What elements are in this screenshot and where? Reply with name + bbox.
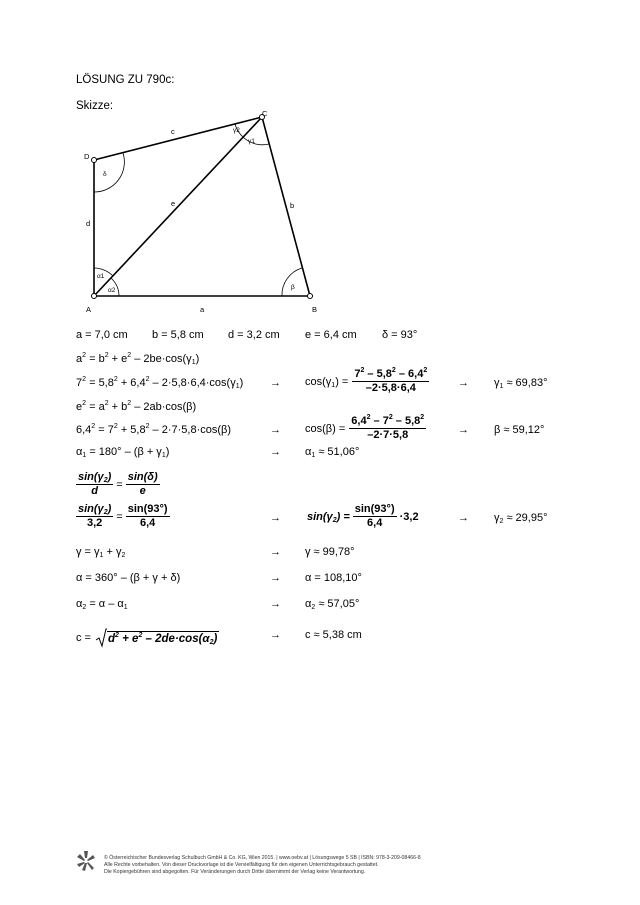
label-side-e: e (171, 199, 176, 208)
label-point-d: D (84, 152, 90, 161)
given-delta: δ = 93° (382, 329, 418, 341)
cosine-law-beta: $e^2 = a^2 + b^2 - 2ab\cdot\cos(\beta)$ (76, 400, 197, 413)
arrow-7: → (270, 598, 281, 610)
cosine-law-gamma: $a^2 = b^2 + e^2 - 2be\cdot\cos(\gamma_1)$ (76, 352, 200, 366)
label-point-b: B (312, 305, 318, 314)
label-side-a: a (200, 305, 205, 314)
sqrt-sign (95, 628, 107, 648)
result-gamma2: $\gamma_2 \approx 29,95^\circ$ (494, 512, 548, 525)
label-side-d: d (86, 219, 91, 228)
cos-beta-fraction: cos(β) = $\frac{6,4^2 - 7^2 - 5,8^2}{-2\cdot 7\cdot 5,8}$ (305, 414, 425, 441)
point-a-marker (92, 294, 97, 299)
arrow-6: → (270, 572, 281, 584)
result-alpha2: $\alpha_2 \approx 57,05^\circ$ (305, 598, 360, 611)
given-d: d = 3,2 cm (228, 329, 280, 341)
page-title: LÖSUNG ZU 790c: (76, 74, 175, 86)
arrow-8: → (270, 629, 281, 641)
sine-law: $\frac{\sin(\gamma_2)}{d}$ = $\frac{\sin(\delta)}{e}$ (78, 471, 158, 497)
arrow-2b: → (458, 424, 469, 436)
label-gamma2: γ2 (233, 127, 240, 134)
given-a: a = 7,0 cm (76, 329, 128, 341)
given-e: e = 6,4 cm (305, 329, 357, 341)
arrow-3: → (270, 446, 281, 458)
given-b: b = 5,8 cm (152, 329, 204, 341)
gamma-sum: $\gamma = \gamma_1 + \gamma_2$ (76, 546, 126, 559)
cos-gamma1-fraction: $\cos(\gamma_1)$ = $\frac{7^2 - 5,8^2 - 6,4^2}{-2\cdot 5,8\cdot 6,4}$ (305, 367, 428, 394)
diagonal-e-line (94, 117, 262, 296)
arrow-4: → (270, 512, 281, 524)
alpha2-formula: $\alpha_2 = \alpha - \alpha_1$ (76, 598, 128, 611)
label-delta: δ (103, 171, 107, 178)
cosine-law-gamma-values: $7^2 = 5,8^2 + 6,4^2 - 2\cdot 5,8\cdot 6,4\cdot\cos(\gamma_1)$ (76, 376, 244, 390)
alpha-formula: α = 360° – (β + γ + δ) (76, 572, 181, 584)
label-point-a: A (86, 305, 92, 314)
footer-rights: Alle Rechte vorbehalten. Von dieser Druckvorlage ist die Vervielfältigung für den eigenen Unterrichtsgebrauch gestattet. (104, 862, 379, 868)
result-alpha1: $\alpha_1 \approx 51,06^\circ$ (305, 446, 360, 459)
quadrilateral-sketch (0, 0, 640, 340)
publisher-logo-icon (76, 850, 96, 872)
arc-gamma1 (243, 137, 269, 145)
cosine-law-beta-values: $6,4^2 = 7^2 + 5,8^2 - 2\cdot 7\cdot 5,8\cdot\cos(\beta)$ (76, 423, 232, 436)
arrow-2: → (270, 424, 281, 436)
sketch-label: Skizze: (76, 100, 114, 112)
arrow-1: → (270, 377, 281, 389)
sine-law-values: $\frac{\sin(\gamma_2)}{3,2}$ = $\frac{\sin(93^\circ)}{6,4}$ (78, 503, 168, 529)
label-alpha1: α1 (97, 273, 105, 280)
footer-copyright: © Österreichischer Bundesverlag Schulbuch GmbH & Co. KG, Wien 2015. | www.oebv.at | Lösungswege 5 SB | ISBN: 978-3-209-08466-8 (104, 855, 421, 861)
sin-gamma2-solution: $\sin(\gamma_2)$ = $\frac{\sin(93^\circ)}{6,4}$ ·3,2 (307, 503, 419, 529)
label-side-c: c (171, 127, 175, 136)
result-alpha: α = 108,10° (305, 572, 362, 584)
side-c-line (94, 117, 262, 160)
result-c: c ≈ 5,38 cm (305, 629, 362, 641)
c-formula: c = $d^2 + e^2 - 2de\cdot\cos(\alpha_2)$ (76, 628, 219, 648)
label-beta: β (291, 284, 295, 291)
label-side-b: b (290, 201, 295, 210)
side-b-line (262, 117, 310, 296)
point-d-marker (92, 158, 97, 163)
footer-fees: Die Kopiergebühren sind abgegolten. Für Veränderungen durch Dritte übernimmt der Verlag keine Verantwortung. (104, 869, 366, 875)
arrow-1b: → (458, 377, 469, 389)
arrow-4b: → (458, 512, 469, 524)
result-beta: β ≈ 59,12° (494, 424, 545, 436)
arrow-5: → (270, 546, 281, 558)
point-b-marker (308, 294, 313, 299)
result-gamma: γ ≈ 99,78° (305, 546, 355, 558)
result-gamma1: $\gamma_1 \approx 69,83^\circ$ (494, 377, 548, 390)
arc-beta (282, 268, 302, 296)
label-point-c: C (262, 109, 268, 118)
label-gamma1: γ1 (248, 138, 255, 145)
alpha1-formula: $\alpha_1 = 180^\circ - (\beta + \gamma_1)$ (76, 446, 170, 459)
label-alpha2: α2 (108, 287, 116, 294)
